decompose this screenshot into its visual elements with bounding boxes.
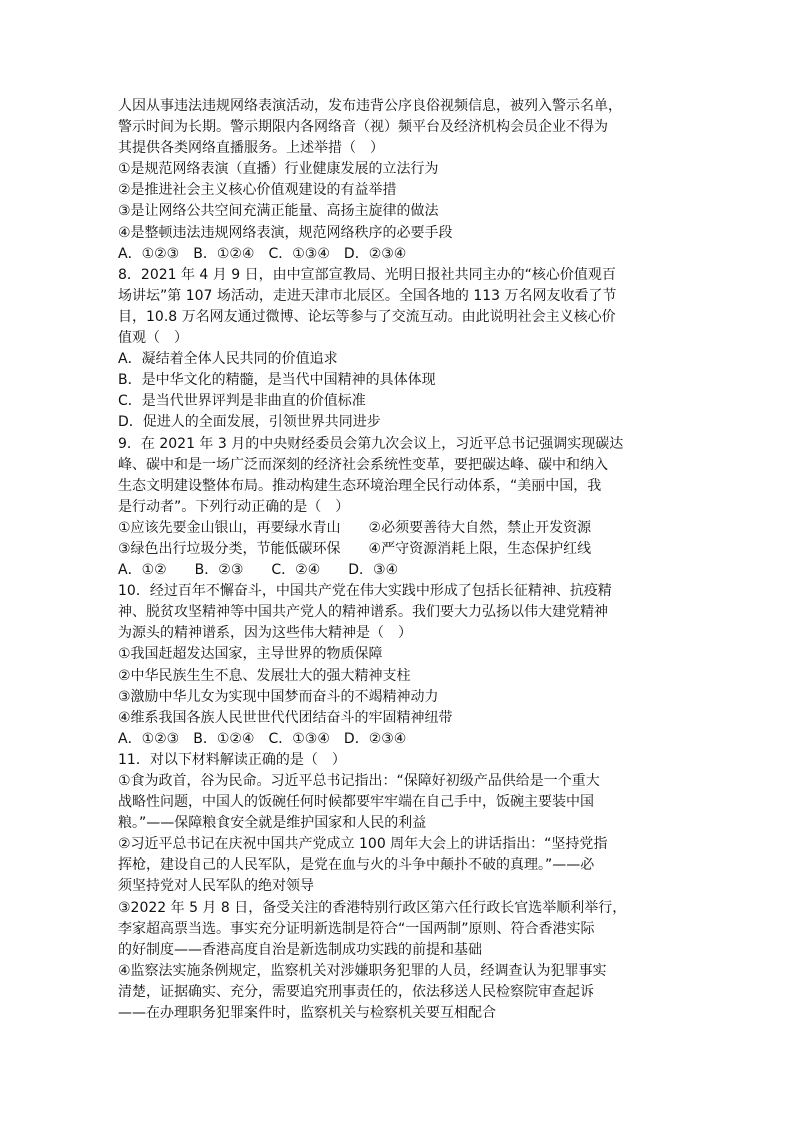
statement-option: ③激励中华儿女为实现中国梦而奋斗的不竭精神动力 — [118, 688, 439, 705]
answer-option: A．凝结着全体人民共同的价值追求 — [118, 351, 338, 368]
material-line: ③2022 年 5 月 8 日，备受关注的香港特别行政区第六任行政长官选举顺利举行， — [118, 899, 627, 916]
material-line: ①食为政首，谷为民命。习近平总书记指出：“保障好初级产品供给是一个重大 — [118, 773, 600, 789]
answer-choices: A．①②③ B．①②④ C．①③④ D．②③④ — [118, 245, 407, 262]
question-stem-line: 10．经过百年不懈奋斗，中国共产党在伟大实践中形成了包括长征精神、抗疫精 — [118, 583, 612, 600]
material-line: ②习近平总书记在庆祝中国共产党成立 100 周年大会上的讲话指出：“坚持党指 — [118, 836, 608, 853]
material-line: ——在办理职务犯罪案件时，监察机关与检察机关要互相配合 — [118, 1005, 496, 1022]
statement-option: ③是让网络公共空间充满正能量、高扬主旋律的做法 — [118, 203, 439, 220]
question-stem-line: 峰、碳中和是一场广泛而深刻的经济社会系统性变革，要把碳达峰、碳中和纳入 — [118, 456, 608, 473]
material-line: 挥枪，建设自己的人民军队，是党在血与火的斗争中颠扑不破的真理。”——必 — [118, 857, 595, 874]
statement-option-pair: ①应该先要金山银山，再要绿水青山 ②必须要善待大自然，禁止开发资源 — [118, 519, 592, 536]
statement-option: ②是推进社会主义核心价值观建设的有益举措 — [118, 182, 397, 199]
answer-option: C．是当代世界评判是非曲直的价值标准 — [118, 393, 366, 410]
material-line: 须坚持党对人民军队的绝对领导 — [118, 878, 314, 895]
question-stem-line: 场讲坛”第 107 场活动，走进天津市北辰区。全国各地的 113 万名网友收看了节 — [118, 287, 617, 304]
question-stem-line: 9．在 2021 年 3 月的中央财经委员会第九次会议上，习近平总书记强调实现碳达 — [118, 435, 624, 452]
question-7-continuation — [118, 96, 680, 265]
material-line: 的好制度——香港高度自治是新选制成功实践的前提和基础 — [118, 941, 482, 958]
question-stem-line: 警示时间为长期。警示期限内各网络音（视）频平台及经济机构会员企业不得为 — [118, 119, 608, 136]
material-line: ④监察法实施条例规定，监察机关对涉嫌职务犯罪的人员，经调查认为犯罪事实 — [118, 962, 607, 979]
material-line: 李家超高票当选。事实充分证明新选制是符合“一国两制”原则、符合香港实际 — [118, 920, 595, 937]
question-stem-line: 生态文明建设整体布局。推动构建生态环境治理全民行动体系，“美丽中国，我 — [118, 477, 602, 494]
question-9 — [118, 434, 680, 582]
statement-option: ①我国赶超发达国家，主导世界的物质保障 — [118, 646, 383, 663]
statement-option-pair: ③绿色出行垃圾分类，节能低碳环保 ④严守资源消耗上限，生态保护红线 — [118, 540, 592, 557]
material-line: 清楚，证据确实、充分，需要追究刑事责任的，依法移送人民检察院审查起诉 — [118, 983, 594, 1000]
statement-option: ①是规范网络表演（直播）行业健康发展的立法行为 — [118, 161, 439, 178]
document-page — [118, 96, 680, 1024]
answer-option: B．是中华文化的精髓，是当代中国精神的具体体现 — [118, 372, 436, 389]
question-stem-line: 其提供各类网络直播服务。上述举措（ ） — [118, 140, 384, 157]
material-line: 粮。”——保障粮食安全就是维护国家和人民的利益 — [118, 815, 427, 832]
material-line: 战略性问题，中国人的饭碗任何时候都要牢牢端在自己手中，饭碗主要装中国 — [118, 794, 594, 811]
question-stem-line: 11．对以下材料解读正确的是（ ） — [118, 751, 346, 768]
question-8 — [118, 265, 680, 434]
question-11 — [118, 750, 680, 1024]
answer-option: D．促进人的全面发展，引领世界共同进步 — [118, 414, 381, 431]
question-stem-line: 人因从事违法违规网络表演活动，发布违背公序良俗视频信息，被列入警示名单， — [118, 98, 622, 114]
question-stem-line: 目，10.8 万名网友通过微博、论坛等参与了交流互动。由此说明社会主义核心价 — [118, 308, 616, 325]
answer-choices: A．①②③ B．①②④ C．①③④ D．②③④ — [118, 730, 407, 747]
question-stem-line: 8．2021 年 4 月 9 日，由中宣部宣教局、光明日报社共同主办的“核心价值观百 — [118, 266, 616, 283]
statement-option: ④是整顿违法违规网络表演，规范网络秩序的必要手段 — [118, 224, 453, 241]
statement-option: ④维系我国各族人民世世代代团结奋斗的牢固精神纽带 — [118, 709, 453, 726]
question-stem-line: 神、脱贫攻坚精神等中国共产党人的精神谱系。我们要大力弘扬以伟大建党精神 — [118, 604, 608, 621]
question-10 — [118, 581, 680, 750]
question-stem-line: 值观（ ） — [118, 330, 188, 347]
question-stem-line: 是行动者”。下列行动正确的是（ ） — [118, 498, 350, 515]
answer-choices: A．①② B．②③ C．②④ D．③④ — [118, 562, 399, 579]
question-stem-line: 为源头的精神谱系，因为这些伟大精神是（ ） — [118, 625, 412, 642]
statement-option: ②中华民族生生不息、发展壮大的强大精神支柱 — [118, 667, 411, 684]
